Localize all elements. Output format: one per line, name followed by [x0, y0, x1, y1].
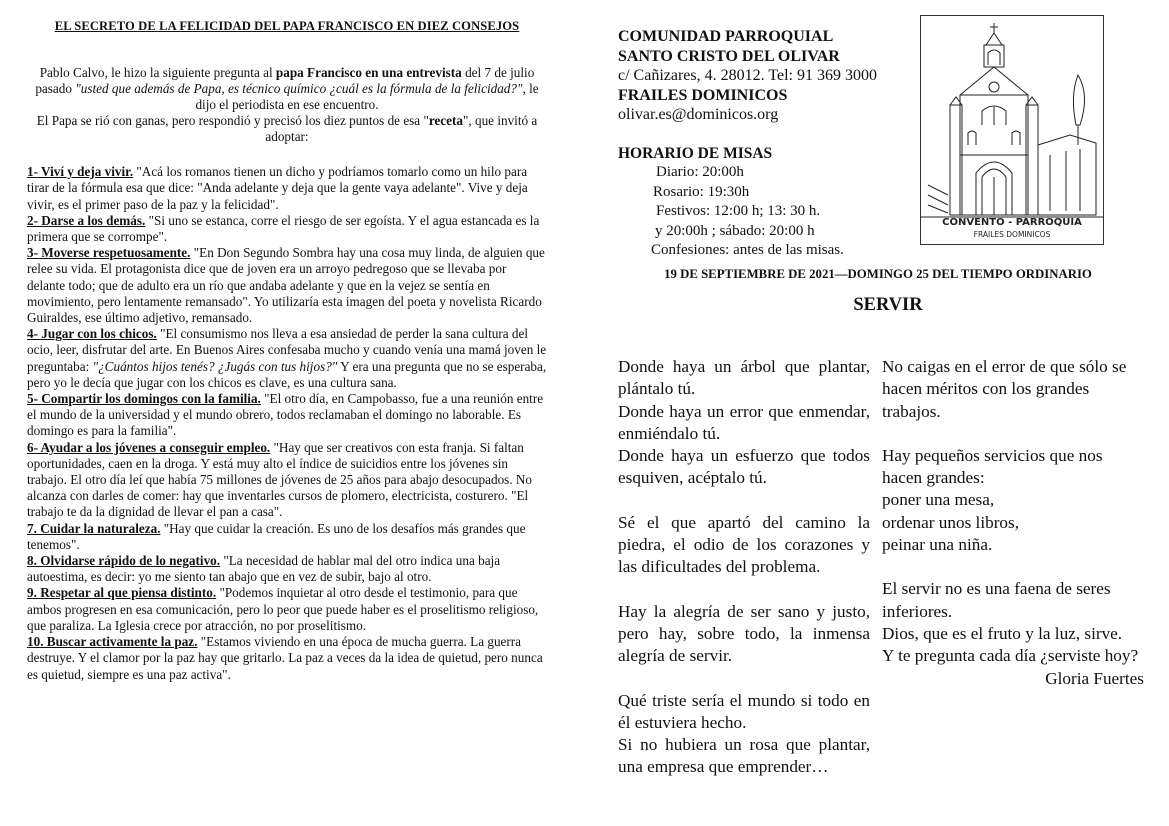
advice-text: "Estamos viviendo en una época de mucha guerra. La guerra destruye. Y el clamor por la paz hay que gritarlo. La paz a veces da la idea de quietud, pero nunca es quietud, siempre es una paz activa".	[27, 634, 543, 682]
poem-line: No caigas en el error de que sólo se hacen méritos con los grandes trabajos.	[882, 357, 1127, 421]
poem-line: ordenar unos libros,	[882, 512, 1019, 532]
drawing-caption: FRAILES DOMINICOS	[973, 230, 1051, 239]
advice-heading: 5- Compartir los domingos con la familia.	[27, 391, 261, 407]
advice-text: "Hay que cuidar la creación. Es uno de los desafíos más grandes que tenemos".	[27, 520, 526, 552]
intro-bold: receta	[428, 113, 464, 129]
poem-line: Sé el que apartó del camino la piedra, el odio de los corazones y las dificultades del problema.	[618, 512, 870, 577]
poem-title: SERVIR	[853, 295, 923, 315]
advice-text: "Acá los romanos tienen un dicho y podríamos tomarlo como un hilo para tirar de la fórmula esa que dice: "Anda adelante y deja que la gente vaya adelante". Vive y deja vivir, es el primer paso de la paz y la felicidad".	[27, 164, 528, 212]
advice-text: "Hay que ser creativos con esta franja. Si faltan oportunidades, caen en la droga. Y está muy alto el índice de suicidios entre los jóvenes sin trabajo. El otro día leí que había 75 millones de jóvenes de 25 años para abajo desocupados. No alcanza con darles de comer: hay que inventarles cursos de plomero, electricista, costurero. "El trabajo te da la dignidad de llevar el pan a casa".	[27, 439, 533, 520]
advice-heading: 9. Respetar al que piensa distinto.	[27, 585, 217, 601]
parish-order: FRAILES DOMINICOS	[618, 86, 788, 104]
poem-author: Gloria Fuertes	[1045, 668, 1144, 688]
intro-bold: papa Francisco en una entrevista	[275, 65, 462, 81]
schedule-row: Diario: 20:00h	[656, 164, 744, 181]
poem-line: Dios, que es el fruto y la luz, sirve.	[882, 623, 1123, 643]
liturgical-date: 19 DE SEPTIEMBRE DE 2021—DOMINGO 25 DEL TIEMPO ORDINARIO	[664, 267, 1092, 281]
poem-line: Qué triste sería el mundo si todo en él estuviera hecho.	[618, 690, 870, 732]
intro-text: El Papa se rió con ganas, pero respondió y precisó los diez puntos de esa "	[36, 113, 429, 129]
poem-line: Y te pregunta cada día ¿serviste hoy?	[882, 646, 1139, 666]
article-title: EL SECRETO DE LA FELICIDAD DEL PAPA FRANCISCO EN DIEZ CONSEJOS	[54, 19, 520, 33]
parish-info	[618, 27, 918, 125]
advice-text: "El otro día, en Campobasso, fue a una reunión entre el mundo de la universidad y el mundo obrero, todos reclamaban el domingo no laborable. Es domingo es para la familia".	[27, 391, 544, 439]
advice-heading: 10. Buscar activamente la paz.	[27, 634, 198, 650]
advice-item	[27, 245, 547, 326]
schedule-heading: HORARIO DE MISAS	[618, 145, 773, 162]
advice-item	[27, 213, 547, 245]
poem-line: El servir no es una faena de seres inferiores.	[882, 579, 1111, 621]
advice-heading: 1- Viví y deja vivir.	[27, 164, 134, 180]
schedule-row: y 20:00h ; sábado: 20:00 h	[655, 222, 815, 239]
advice-heading: 3- Moverse respetuosamente.	[27, 245, 191, 261]
parish-name: COMUNIDAD PARROQUIAL	[618, 28, 834, 45]
left-column	[27, 18, 547, 683]
advice-heading: 7. Cuidar la naturaleza.	[27, 520, 161, 536]
poem-line: Donde haya un árbol que plantar, plántalo tú.	[618, 357, 870, 399]
advice-text: "Si uno se estanca, corre el riesgo de ser egoísta. Y el agua estancada es la primera que se corrompe".	[27, 212, 540, 245]
parish-email: olivar.es@dominicos.org	[618, 106, 779, 123]
advice-item	[27, 585, 547, 634]
poem-column-1	[618, 356, 870, 779]
advice-item	[27, 391, 547, 440]
schedule-row: Rosario: 19:30h	[653, 183, 750, 200]
advice-heading: 8. Olvidarse rápido de lo negativo.	[27, 553, 221, 569]
advice-item	[27, 553, 547, 585]
intro-quote: "usted que además de Papa, es técnico químico ¿cuál es la fórmula de la felicidad?"	[75, 81, 523, 97]
advice-item	[27, 634, 547, 683]
advice-item	[27, 164, 547, 213]
mass-schedule	[618, 144, 844, 260]
advice-text: Y era una pregunta que no se esperaba, pero yo le decía que jugar con los chicos es clave, es una cultura sana.	[27, 358, 547, 390]
advice-text: "La necesidad de hablar mal del otro indica una baja autoestima, es decir: yo me siento tan abajo que en vez de subir, bajo al otro.	[27, 553, 501, 585]
poem-line: Donde haya un esfuerzo que todos esquiven, acéptalo tú.	[618, 446, 870, 488]
parish-address: c/ Cañizares, 4. 28012. Tel: 91 369 3000	[618, 67, 877, 84]
intro-text: ", que invitó a adoptar:	[265, 113, 538, 145]
advice-heading: 2- Darse a los demás.	[27, 212, 146, 228]
intro-paragraph	[27, 65, 547, 145]
advice-item	[27, 521, 547, 553]
advice-item	[27, 326, 547, 391]
schedule-row: Festivos: 12:00 h; 13: 30 h.	[656, 203, 821, 220]
schedule-row: Confesiones: antes de las misas.	[651, 242, 844, 259]
poem-column-2	[882, 356, 1144, 690]
parish-name: SANTO CRISTO DEL OLIVAR	[618, 47, 840, 65]
intro-text: del 7 de julio pasado	[35, 65, 535, 97]
advice-item	[27, 440, 547, 521]
advice-text: "Podemos inquietar al otro desde el testimonio, para que ambos progresen en esa comunicación, pero lo peor que puede haber es el proselitismo religioso, que paraliza. La Iglesia crece por atracción, no por proselitismo.	[27, 585, 539, 633]
drawing-caption: CONVENTO - PARROQUIA	[942, 217, 1082, 228]
advice-quote: "¿Cuántos hijos tenés? ¿Jugás con tus hijos?"	[92, 358, 338, 374]
poem-line: Si no hubiera un rosa que plantar, una empresa que emprender…	[618, 735, 870, 777]
advice-text: "El consumismo nos lleva a esa ansiedad de perder la sana cultura del ocio, leer, disfrutar del arte. En Buenos Aires confesaba mucho y cuando venía una mamá joven le preguntaba:	[27, 326, 547, 374]
poem-line: peinar una niña.	[882, 535, 993, 555]
intro-text: Pablo Calvo, le hizo la siguiente pregunta al	[39, 65, 276, 81]
advice-heading: 4- Jugar con los chicos.	[27, 326, 157, 342]
poem-line: Donde haya un error que enmendar, enmiéndalo tú.	[618, 401, 870, 443]
church-drawing	[920, 15, 1104, 245]
intro-text: , le dijo el periodista en ese encuentro.	[195, 81, 539, 113]
advice-heading: 6- Ayudar a los jóvenes a conseguir empleo.	[27, 439, 271, 455]
advice-text: "En Don Segundo Sombra hay una cosa muy linda, de alguien que relee su vida. El protagonista dice que de joven era un arroyo pedregoso que se llevaba por delante todo; que de adulto era un río que andaba adelante y que en la vejez se sentía en movimiento, pero lentamente remansado". Yo utilizaría esta imagen del poeta y novelista Ricardo Guiraldes, ese último adjetivo, remansado.	[27, 245, 545, 326]
poem-line: Hay pequeños servicios que nos hacen grandes:	[882, 445, 1103, 488]
poem-line: poner una mesa,	[882, 490, 995, 510]
poem-line: Hay la alegría de ser sano y justo, pero hay, sobre todo, la inmensa alegría de servir.	[618, 601, 870, 666]
advice-list	[27, 164, 547, 683]
